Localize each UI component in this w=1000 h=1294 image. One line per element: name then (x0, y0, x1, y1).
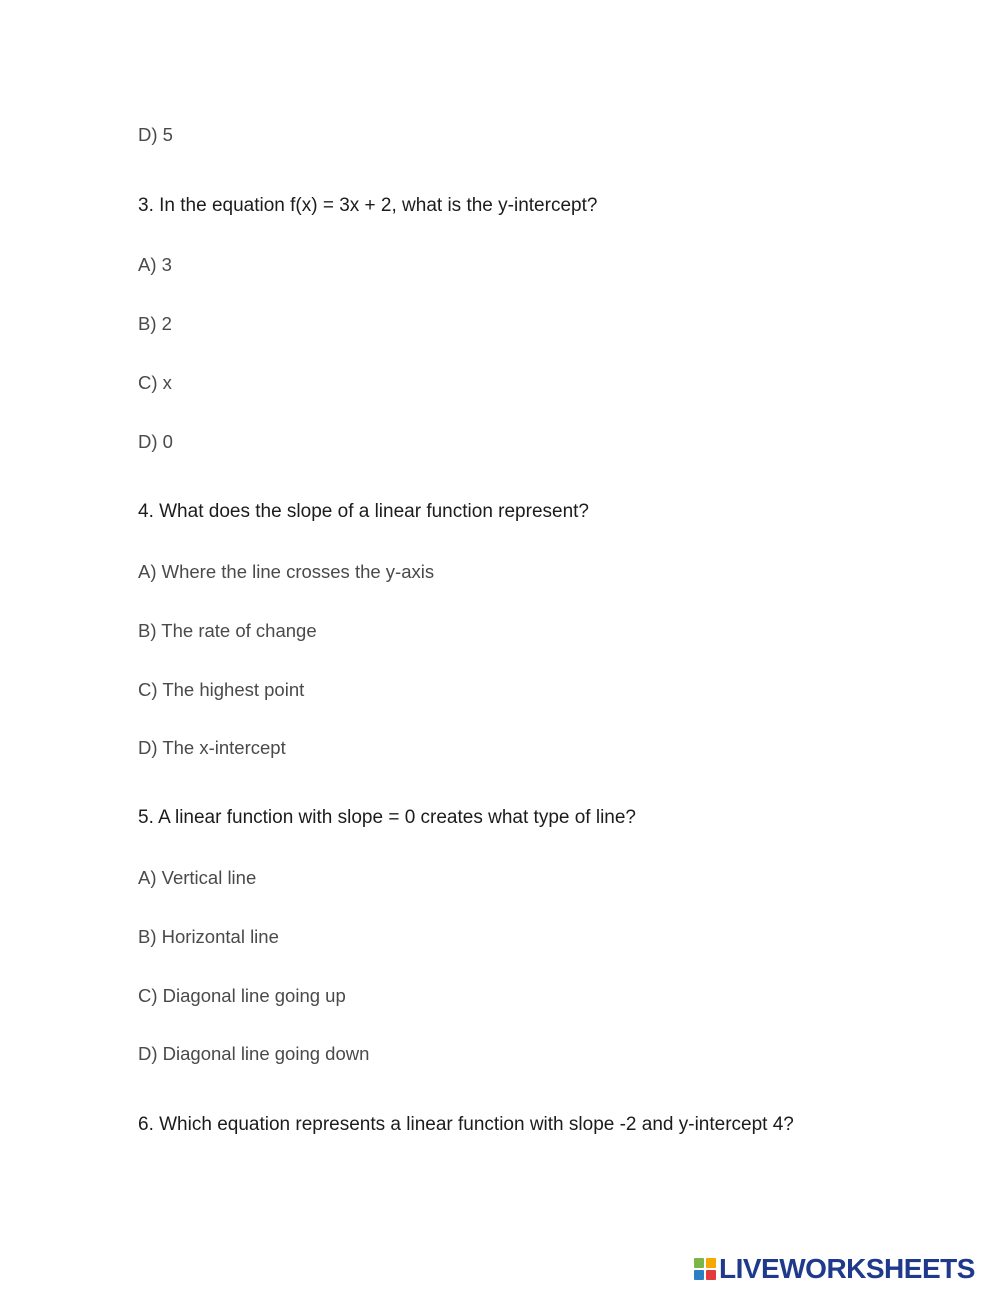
option-4-b[interactable]: B) The rate of change (138, 620, 317, 641)
option-3-c[interactable]: C) x (138, 372, 172, 393)
logo-icon (694, 1258, 716, 1280)
question-4: 4. What does the slope of a linear function represent? (138, 501, 589, 522)
option-2-d: D) 5 (138, 124, 173, 145)
option-4-c[interactable]: C) The highest point (138, 679, 305, 700)
option-3-d[interactable]: D) 0 (138, 431, 173, 452)
option-5-b[interactable]: B) Horizontal line (138, 926, 279, 947)
logo-wordmark: LIVEWORKSHEETS (719, 1253, 975, 1284)
logo-tile-orange (706, 1258, 716, 1268)
option-3-a[interactable]: A) 3 (138, 254, 172, 275)
logo-tile-red (706, 1270, 716, 1280)
question-5: 5. A linear function with slope = 0 creates what type of line? (138, 807, 636, 828)
option-4-a[interactable]: A) Where the line crosses the y-axis (138, 561, 435, 582)
liveworksheets-logo (694, 1254, 975, 1284)
question-6: 6. Which equation represents a linear function with slope -2 and y-intercept 4? (138, 1114, 794, 1135)
option-5-c[interactable]: C) Diagonal line going up (138, 985, 346, 1006)
logo-tile-blue (694, 1270, 704, 1280)
question-3: 3. In the equation f(x) = 3x + 2, what is the y-intercept? (138, 195, 598, 216)
logo-tile-green (694, 1258, 704, 1268)
option-4-d[interactable]: D) The x-intercept (138, 737, 286, 758)
option-5-d[interactable]: D) Diagonal line going down (138, 1043, 370, 1064)
option-5-a[interactable]: A) Vertical line (138, 867, 257, 888)
option-3-b[interactable]: B) 2 (138, 313, 172, 334)
